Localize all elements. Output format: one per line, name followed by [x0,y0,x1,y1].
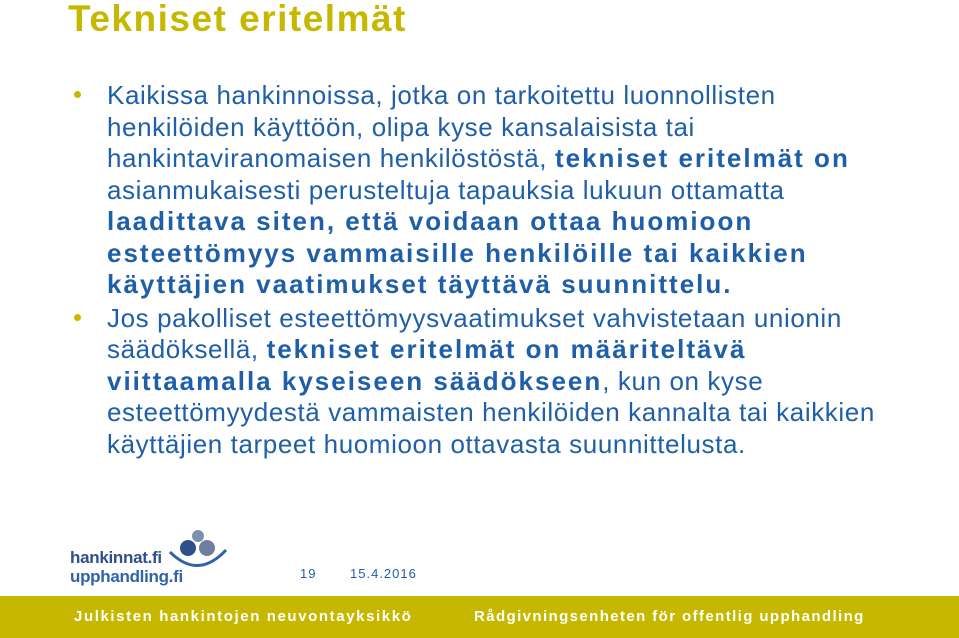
bullet-text-bold: tekniset eritelmät on määriteltävä viittaamalla kyseiseen säädökseen [107,334,747,396]
bullet-text-bold: tekniset eritelmät on [554,143,850,173]
bullet-text: Jos pakolliset esteettömyysvaatimukset vahvistetaan unionin säädöksellä, [107,302,842,364]
footer-left-text: Julkisten hankintojen neuvontayksikkö [74,608,413,625]
logo-line-2: upphandling.fi [70,567,183,586]
bullet-list [74,80,904,462]
logo-line-1: hankinnat.fi [70,548,162,567]
bullet-item [74,303,904,461]
bullet-text: Kaikissa hankinnoissa, jotka on tarkoitettu luonnollisten henkilöiden käyttöön, olipa kyse kansalaisista tai hankintaviranomaisen henkilöstöstä, [107,80,776,173]
slide-date: 15.4.2016 [350,566,417,581]
logo [70,548,183,586]
bullet-text: , kun on kyse esteettömyydestä vammaisten henkilöiden kannalta tai kaikkien käyttäjien tarpeet huomioon ottavasta suunnittelusta. [107,365,875,459]
footer-bar [0,596,959,638]
bullet-text: asianmukaisesti perusteltuja tapauksia lukuun ottamatta [107,174,785,205]
footer-right-text: Rådgivningsenheten för offentlig upphandling [474,608,865,625]
bullet-item [74,80,904,301]
page-number: 19 [300,566,317,581]
slide-title: Tekniset eritelmät [68,0,407,39]
bullet-text-bold: laadittava siten, että voidaan ottaa huomioon esteettömyys vammaisille henkilöille tai kaikkien käyttäjien vaatimukset täyttävä suunnittelu. [107,206,808,299]
